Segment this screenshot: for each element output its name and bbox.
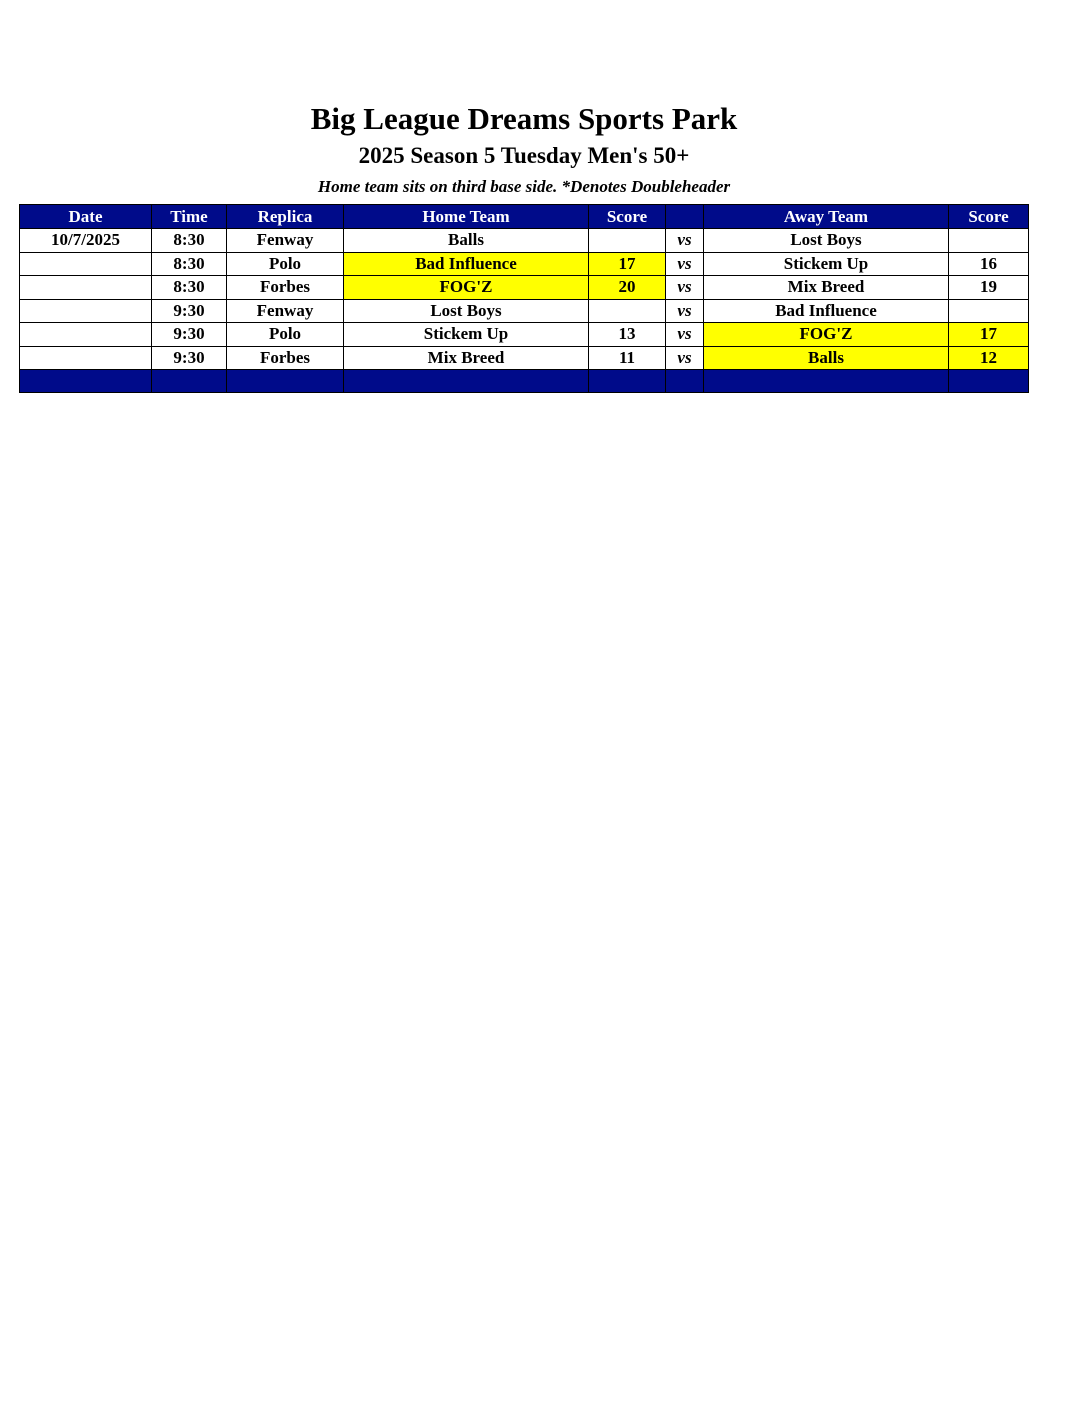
- home-score: [589, 229, 666, 253]
- game-replica: Polo: [227, 252, 344, 276]
- vs-label: vs: [666, 229, 704, 253]
- table-footer-row: [20, 370, 1029, 393]
- home-team: Lost Boys: [344, 299, 589, 323]
- footer-cell: [20, 370, 152, 393]
- home-team: Stickem Up: [344, 323, 589, 347]
- home-team: Mix Breed: [344, 346, 589, 370]
- game-row: [20, 323, 1029, 347]
- footer-cell: [344, 370, 589, 393]
- game-replica: Forbes: [227, 276, 344, 300]
- home-score: [589, 299, 666, 323]
- game-date: [20, 276, 152, 300]
- game-replica: Fenway: [227, 299, 344, 323]
- schedule-table: [19, 204, 1029, 393]
- vs-label: vs: [666, 323, 704, 347]
- game-row: [20, 299, 1029, 323]
- away-team: Mix Breed: [704, 276, 949, 300]
- column-header-home-team: Home Team: [344, 205, 589, 229]
- away-score: [949, 299, 1029, 323]
- game-time: 8:30: [152, 252, 227, 276]
- page-title: Big League Dreams Sports Park: [310, 101, 738, 136]
- game-time: 8:30: [152, 229, 227, 253]
- schedule-note: Home team sits on third base side. *Denotes Doubleheader: [317, 177, 731, 196]
- game-time: 8:30: [152, 276, 227, 300]
- away-team: Lost Boys: [704, 229, 949, 253]
- home-team: Balls: [344, 229, 589, 253]
- away-team-winner: FOG'Z: [704, 323, 949, 347]
- game-row: [20, 346, 1029, 370]
- home-score: 11: [589, 346, 666, 370]
- column-header-vs: [666, 205, 704, 229]
- away-score: 19: [949, 276, 1029, 300]
- game-replica: Forbes: [227, 346, 344, 370]
- home-score: 13: [589, 323, 666, 347]
- vs-label: vs: [666, 346, 704, 370]
- table-header-row: [20, 205, 1029, 229]
- game-date: [20, 323, 152, 347]
- column-header-replica: Replica: [227, 205, 344, 229]
- vs-label: vs: [666, 276, 704, 300]
- away-team: Stickem Up: [704, 252, 949, 276]
- game-time: 9:30: [152, 346, 227, 370]
- game-date: [20, 252, 152, 276]
- home-team-winner: Bad Influence: [344, 252, 589, 276]
- vs-label: vs: [666, 252, 704, 276]
- away-score: [949, 229, 1029, 253]
- game-time: 9:30: [152, 299, 227, 323]
- away-score: 16: [949, 252, 1029, 276]
- column-header-away-score: Score: [949, 205, 1029, 229]
- footer-cell: [152, 370, 227, 393]
- column-header-away-team: Away Team: [704, 205, 949, 229]
- game-row: [20, 276, 1029, 300]
- home-score-winner: 20: [589, 276, 666, 300]
- game-date: 10/7/2025: [20, 229, 152, 253]
- away-score-winner: 17: [949, 323, 1029, 347]
- game-row: [20, 252, 1029, 276]
- game-date: [20, 346, 152, 370]
- column-header-date: Date: [20, 205, 152, 229]
- footer-cell: [949, 370, 1029, 393]
- footer-cell: [704, 370, 949, 393]
- home-team-winner: FOG'Z: [344, 276, 589, 300]
- game-replica: Fenway: [227, 229, 344, 253]
- away-score-winner: 12: [949, 346, 1029, 370]
- vs-label: vs: [666, 299, 704, 323]
- footer-cell: [589, 370, 666, 393]
- footer-cell: [227, 370, 344, 393]
- home-score-winner: 17: [589, 252, 666, 276]
- game-date: [20, 299, 152, 323]
- column-header-home-score: Score: [589, 205, 666, 229]
- away-team-winner: Balls: [704, 346, 949, 370]
- game-time: 9:30: [152, 323, 227, 347]
- footer-cell: [666, 370, 704, 393]
- game-row: [20, 229, 1029, 253]
- page-subtitle: 2025 Season 5 Tuesday Men's 50+: [358, 143, 690, 168]
- away-team: Bad Influence: [704, 299, 949, 323]
- game-replica: Polo: [227, 323, 344, 347]
- column-header-time: Time: [152, 205, 227, 229]
